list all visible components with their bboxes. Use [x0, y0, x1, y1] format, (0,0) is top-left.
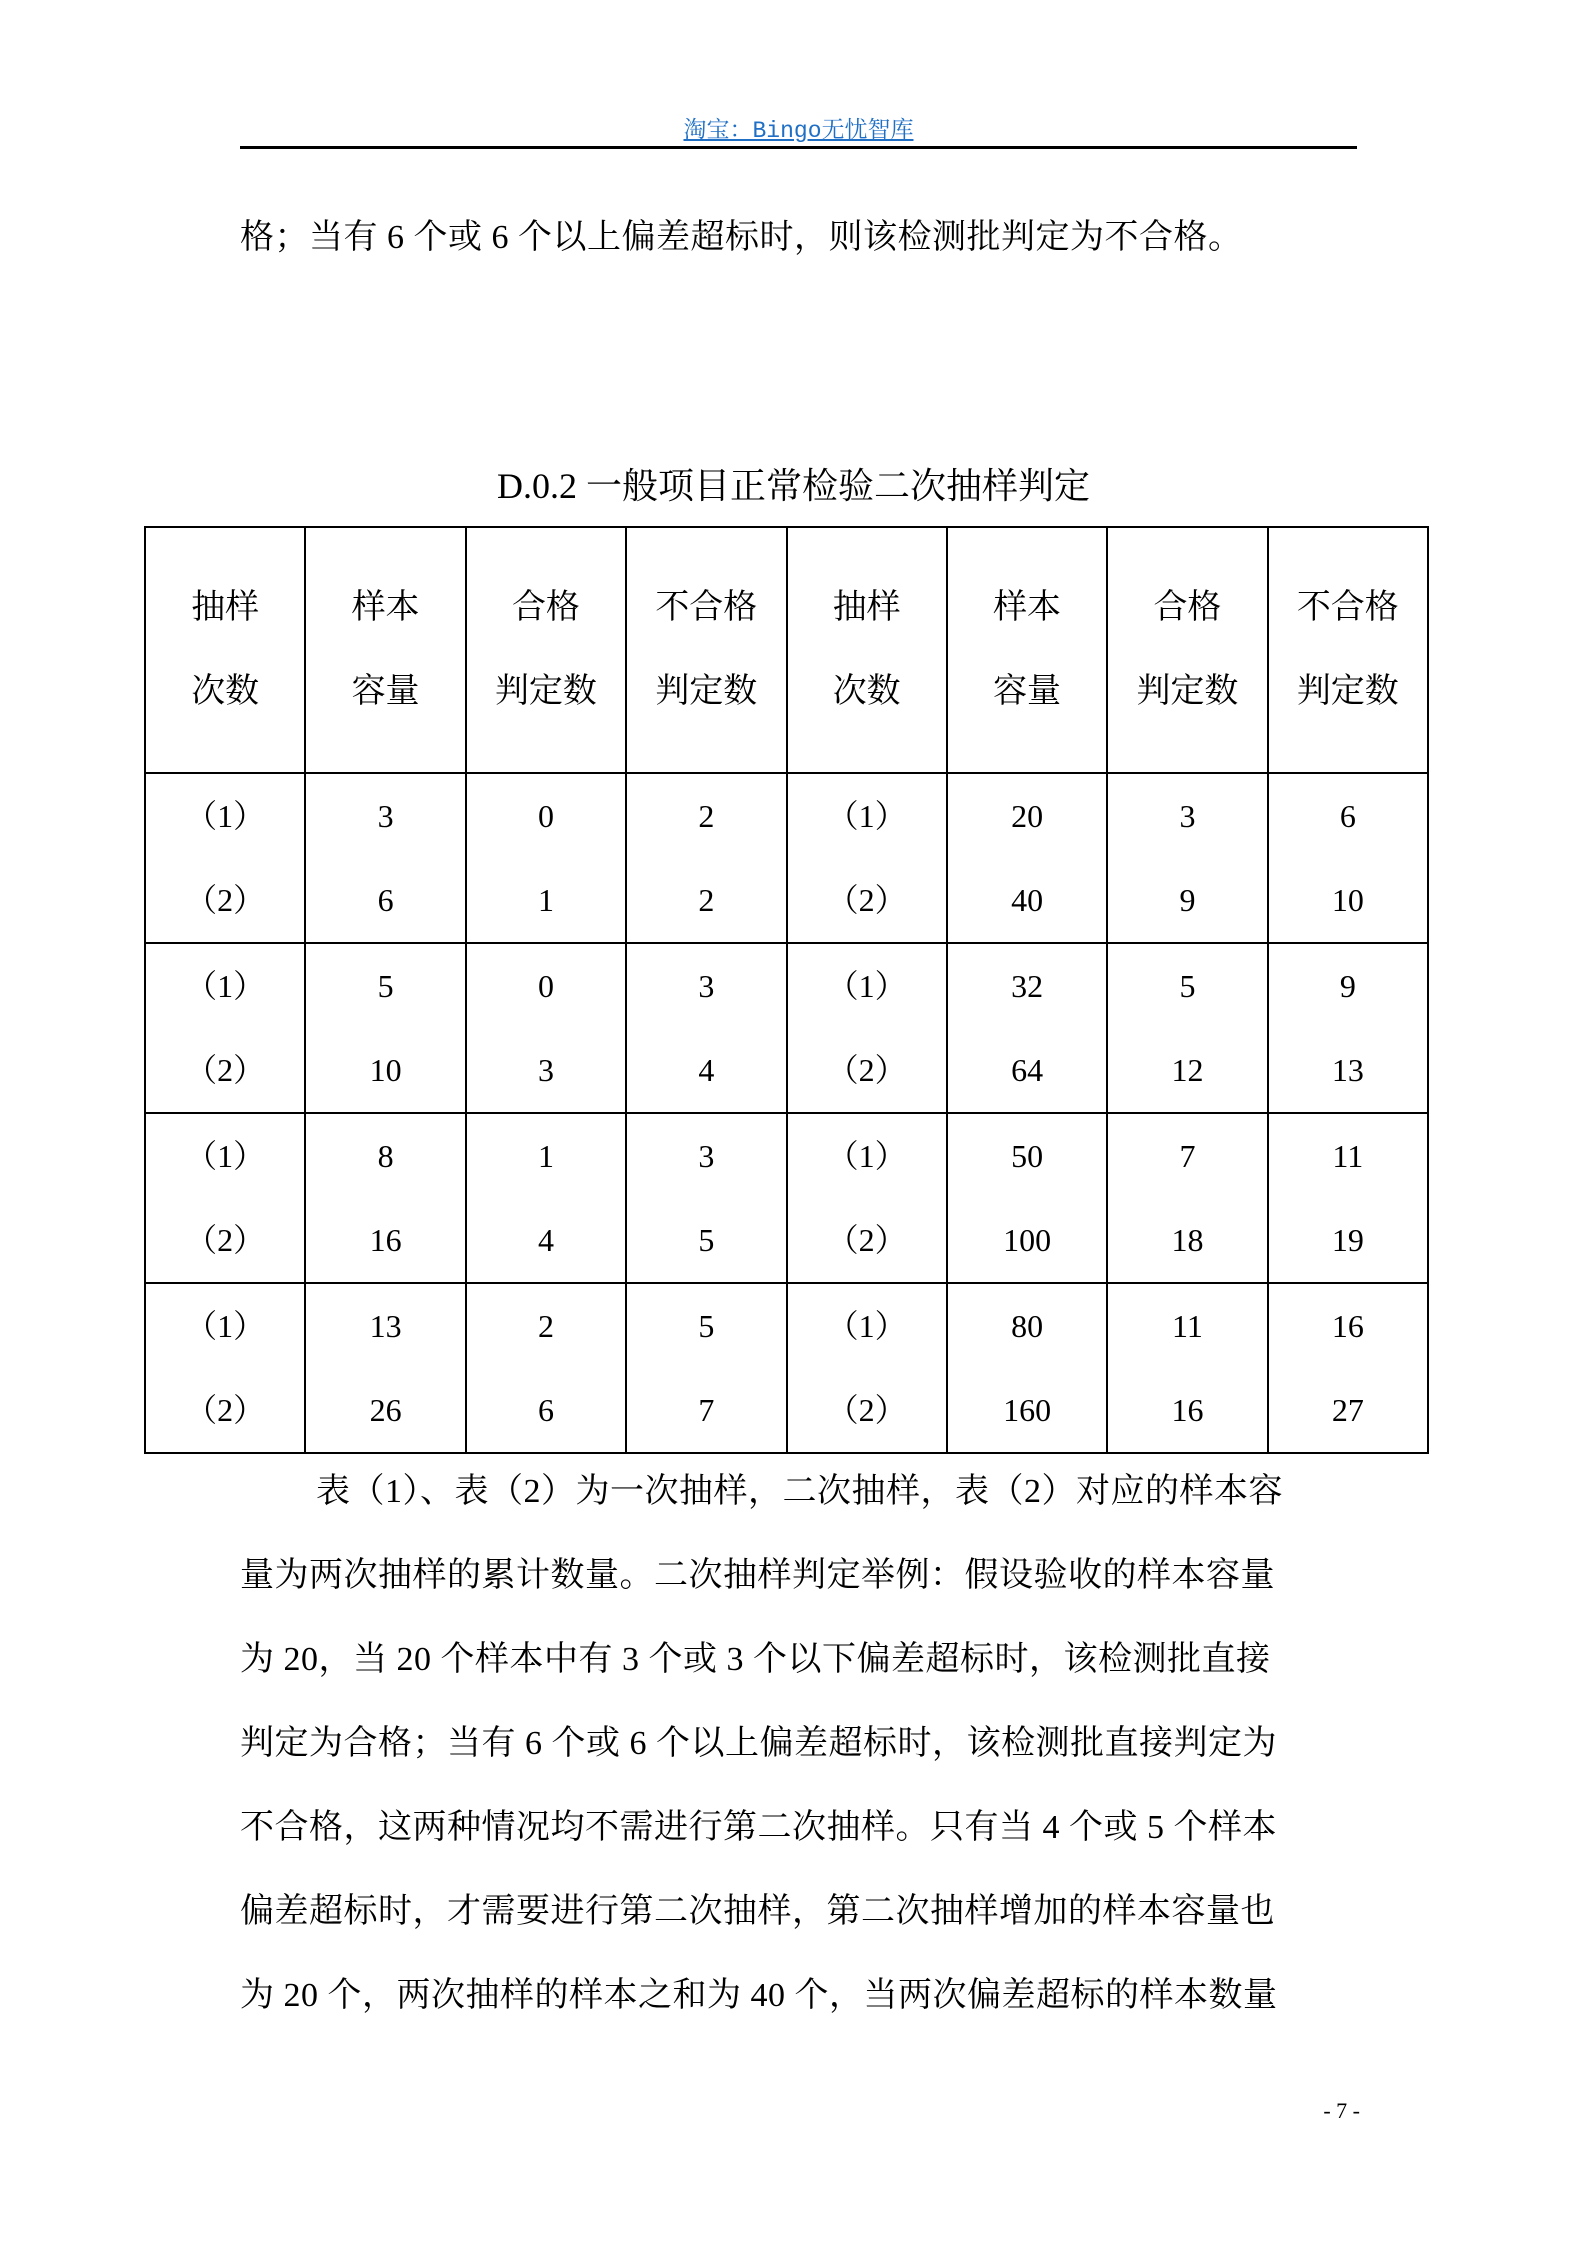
header-sample-size-2: 样本 容量 [947, 527, 1107, 773]
header-sample-size: 样本 容量 [305, 527, 465, 773]
table-cell: 80 160 [947, 1283, 1107, 1453]
explanation-paragraph [240, 1450, 1357, 2038]
table-cell: （1） （2） [145, 773, 305, 943]
header-link[interactable]: 淘宝：Bingo无忧智库 [683, 118, 914, 144]
continuation-text: 格；当有 6 个或 6 个以上偏差超标时，则该检测批判定为不合格。 [240, 219, 1243, 256]
table-cell: （1） （2） [145, 943, 305, 1113]
paragraph-line: 表（1）、表（2）为一次抽样，二次抽样，表（2）对应的样本容 [316, 1473, 1283, 1510]
table-cell: 2 2 [626, 773, 786, 943]
table-cell: 3 9 [1107, 773, 1267, 943]
table-row [145, 773, 1428, 943]
table-cell: 9 13 [1268, 943, 1428, 1113]
table-cell: （1） （2） [145, 1113, 305, 1283]
table-row [145, 943, 1428, 1113]
table-cell: 3 5 [626, 1113, 786, 1283]
paragraph-line: 偏差超标时，才需要进行第二次抽样，第二次抽样增加的样本容量也 [240, 1893, 1275, 1930]
table-cell: 50 100 [947, 1113, 1107, 1283]
table-cell: 0 1 [466, 773, 626, 943]
header-sampling-count-2: 抽样 次数 [787, 527, 947, 773]
table-cell: （1） （2） [787, 773, 947, 943]
table-cell: 5 7 [626, 1283, 786, 1453]
header-reject-number: 不合格 判定数 [626, 527, 786, 773]
table-cell: 0 3 [466, 943, 626, 1113]
table-cell: 32 64 [947, 943, 1107, 1113]
table-row [145, 1113, 1428, 1283]
paragraph-line: 判定为合格；当有 6 个或 6 个以上偏差超标时，该检测批直接判定为 [240, 1725, 1277, 1762]
sampling-judgement-table [144, 526, 1429, 1454]
header-accept-number-2: 合格 判定数 [1107, 527, 1267, 773]
table-cell: 16 27 [1268, 1283, 1428, 1453]
table-cell: （1） （2） [145, 1283, 305, 1453]
table-cell: 20 40 [947, 773, 1107, 943]
table-cell: 7 18 [1107, 1113, 1267, 1283]
paragraph-line: 量为两次抽样的累计数量。二次抽样判定举例：假设验收的样本容量 [240, 1557, 1275, 1594]
table-cell: 11 19 [1268, 1113, 1428, 1283]
paragraph-line: 为 20 个，两次抽样的样本之和为 40 个，当两次偏差超标的样本数量 [240, 1977, 1278, 2014]
header-sampling-count: 抽样 次数 [145, 527, 305, 773]
table-header-row [145, 527, 1428, 773]
table-title: D.0.2 一般项目正常检验二次抽样判定 [497, 466, 1090, 506]
table-cell: 3 4 [626, 943, 786, 1113]
table-cell: 13 26 [305, 1283, 465, 1453]
table-row [145, 1283, 1428, 1453]
paragraph-line: 为 20，当 20 个样本中有 3 个或 3 个以下偏差超标时，该检测批直接 [240, 1641, 1271, 1678]
header-reject-number-2: 不合格 判定数 [1268, 527, 1428, 773]
table-cell: 5 12 [1107, 943, 1267, 1113]
paragraph-line: 不合格，这两种情况均不需进行第二次抽样。只有当 4 个或 5 个样本 [240, 1809, 1277, 1846]
table-cell: （1） （2） [787, 943, 947, 1113]
table-cell: 11 16 [1107, 1283, 1267, 1453]
table-cell: 2 6 [466, 1283, 626, 1453]
table-cell: （1） （2） [787, 1113, 947, 1283]
table-cell: 1 4 [466, 1113, 626, 1283]
table-cell: 6 10 [1268, 773, 1428, 943]
table-cell: 3 6 [305, 773, 465, 943]
page-header [240, 112, 1357, 150]
header-divider [240, 146, 1357, 149]
table-cell: 8 16 [305, 1113, 465, 1283]
table-cell: 5 10 [305, 943, 465, 1113]
table-cell: （1） （2） [787, 1283, 947, 1453]
page-number: - 7 - [1323, 2098, 1360, 2123]
header-accept-number: 合格 判定数 [466, 527, 626, 773]
